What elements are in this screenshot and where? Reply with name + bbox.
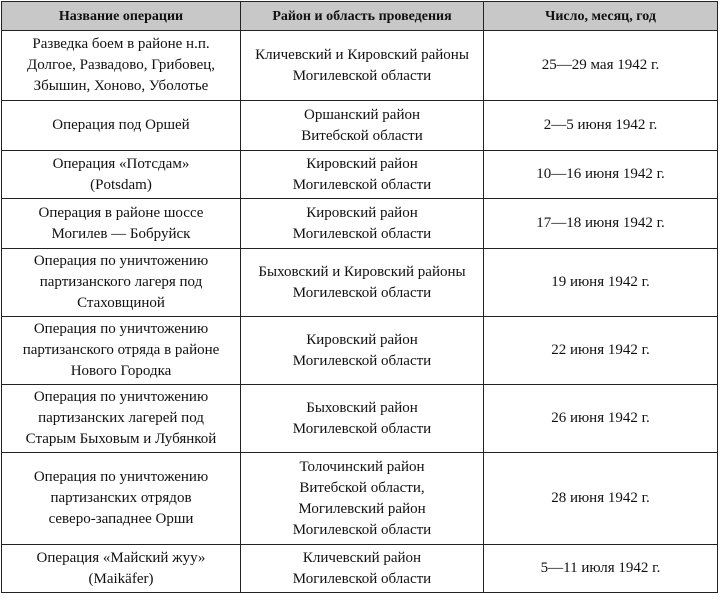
date-cell: 19 июня 1942 г. bbox=[484, 249, 718, 317]
table-row bbox=[2, 31, 718, 101]
table-row bbox=[2, 249, 718, 317]
date-cell: 2—5 июня 1942 г. bbox=[484, 101, 718, 151]
region-cell: Кировский район Могилевской области bbox=[241, 151, 484, 199]
table-row bbox=[2, 453, 718, 545]
region-cell: Кличевский и Кировский районы Могилевской области bbox=[241, 31, 484, 101]
operation-name-cell: Операция по уничтожению партизанских отрядов северо-западнее Орши bbox=[2, 453, 241, 545]
region-cell: Кировский район Могилевской области bbox=[241, 317, 484, 385]
table-row bbox=[2, 545, 718, 593]
operation-name-cell: Операция «Майский жуу» (Maikäfer) bbox=[2, 545, 241, 593]
date-cell: 25—29 мая 1942 г. bbox=[484, 31, 718, 101]
operation-name-cell: Операция под Оршей bbox=[2, 101, 241, 151]
operations-table bbox=[1, 1, 718, 593]
region-cell: Толочинский район Витебской области, Могилевский район Могилевской области bbox=[241, 453, 484, 545]
operation-name-cell: Разведка боем в районе н.п. Долгое, Развадово, Грибовец, Збышин, Хоново, Уболотье bbox=[2, 31, 241, 101]
date-cell: 28 июня 1942 г. bbox=[484, 453, 718, 545]
table-row bbox=[2, 199, 718, 249]
operation-name-cell: Операция по уничтожению партизанского отряда в районе Нового Городка bbox=[2, 317, 241, 385]
table-row bbox=[2, 151, 718, 199]
region-cell: Оршанский район Витебской области bbox=[241, 101, 484, 151]
region-cell: Быховский район Могилевской области bbox=[241, 385, 484, 453]
operation-name-cell: Операция в районе шоссе Могилев — Бобруйск bbox=[2, 199, 241, 249]
date-cell: 26 июня 1942 г. bbox=[484, 385, 718, 453]
table-header-row bbox=[2, 2, 718, 31]
table-row bbox=[2, 385, 718, 453]
operation-name-cell: Операция по уничтожению партизанского лагеря под Стаховщиной bbox=[2, 249, 241, 317]
date-cell: 5—11 июля 1942 г. bbox=[484, 545, 718, 593]
header-operation-name: Название операции bbox=[2, 2, 241, 31]
region-cell: Быховский и Кировский районы Могилевской области bbox=[241, 249, 484, 317]
table-row bbox=[2, 317, 718, 385]
date-cell: 22 июня 1942 г. bbox=[484, 317, 718, 385]
operation-name-cell: Операция по уничтожению партизанских лагерей под Старым Быховым и Лубянкой bbox=[2, 385, 241, 453]
header-region: Район и область проведения bbox=[241, 2, 484, 31]
region-cell: Кличевский район Могилевской области bbox=[241, 545, 484, 593]
date-cell: 10—16 июня 1942 г. bbox=[484, 151, 718, 199]
operation-name-cell: Операция «Потсдам» (Potsdam) bbox=[2, 151, 241, 199]
header-date: Число, месяц, год bbox=[484, 2, 718, 31]
region-cell: Кировский район Могилевской области bbox=[241, 199, 484, 249]
date-cell: 17—18 июня 1942 г. bbox=[484, 199, 718, 249]
table-row bbox=[2, 101, 718, 151]
